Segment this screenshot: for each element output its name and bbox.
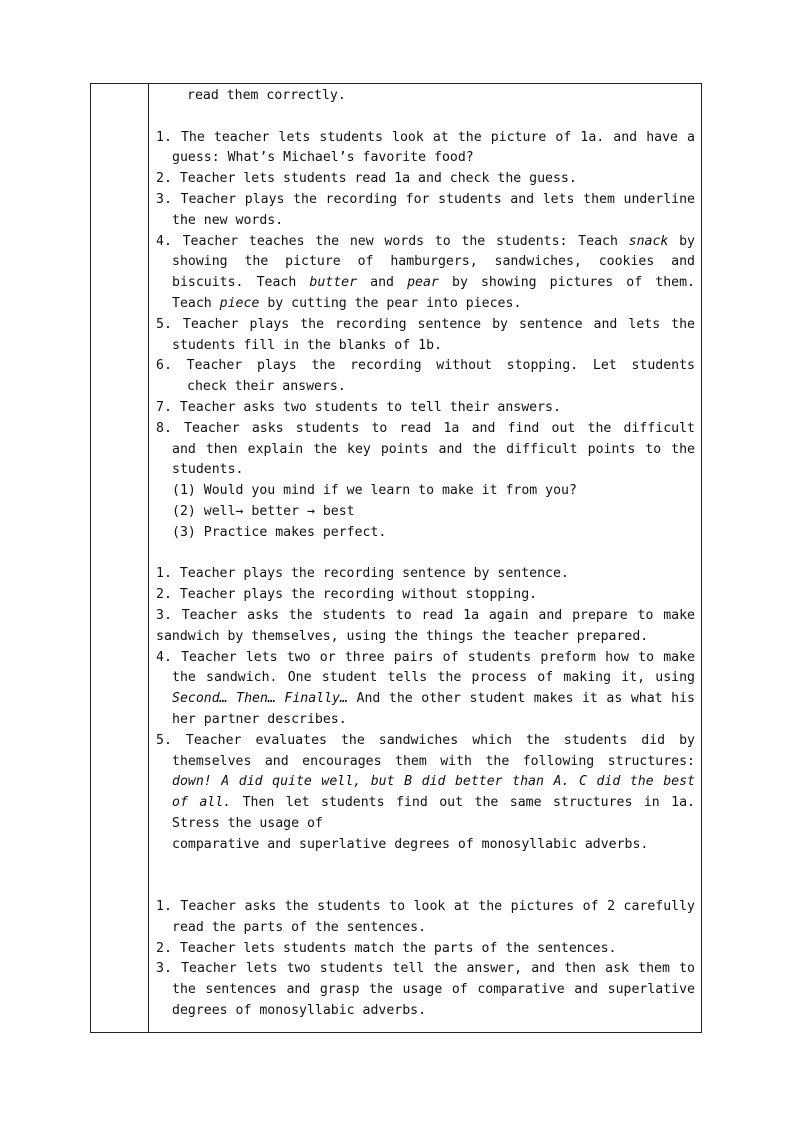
item4-text: biscuits. Teach xyxy=(172,275,297,291)
item4-text: by xyxy=(679,233,695,249)
step2-item4-line1: 4. Teacher lets two or three pairs of students preform how to make xyxy=(156,649,695,665)
key-point-1: (1) Would you mind if we learn to make it from you? xyxy=(172,483,577,499)
structure-example: of all. xyxy=(172,795,232,811)
continued-line: read them correctly. xyxy=(187,88,346,103)
word-snack: snack xyxy=(628,233,669,249)
step2-item5-line3 xyxy=(156,772,695,793)
procedure-cell xyxy=(156,86,695,1022)
sequence-words: Second… Then… Finally… xyxy=(172,691,348,707)
step2-item5-line6: comparative and superlative degrees of monosyllabic adverbs. xyxy=(172,836,649,852)
step2-item4-line4: her partner describes. xyxy=(172,711,347,727)
word-piece: piece xyxy=(219,295,260,311)
item4-text: And the other student makes it as what his xyxy=(356,691,695,707)
step1-item6-line1: 6. Teacher plays the recording without stopping. Let students xyxy=(156,358,695,374)
step3-item1-line2: read the parts of the sentences. xyxy=(172,919,427,935)
step1-item3-line1: 3. Teacher plays the recording for students and lets them underline xyxy=(156,191,695,207)
step2-item5-line5: Stress the usage of xyxy=(172,815,323,831)
step2-item5-line2 xyxy=(156,752,695,773)
column-divider xyxy=(148,84,149,1032)
step3-item2: 2. Teacher lets students match the parts of the sentences. xyxy=(156,940,617,956)
step1-item8-line3: students. xyxy=(172,462,244,478)
step2-item3-line2: sandwich by themselves, using the things the teacher prepared. xyxy=(156,628,649,644)
step1-item4-line4 xyxy=(156,294,695,315)
item4-text: the sandwich. One student tells the process of making it, using xyxy=(172,670,695,686)
lesson-table xyxy=(90,83,702,1033)
step2-item2: 2. Teacher plays the recording without stopping. xyxy=(156,587,538,603)
item4-text: 4. Teacher teaches the new words to the students: Teach xyxy=(156,233,618,249)
step1-item7: 7. Teacher asks two students to tell their answers. xyxy=(156,399,561,415)
step1-item8-line1: 8. Teacher asks students to read 1a and find out the difficult xyxy=(156,420,695,436)
step3-item3-line1: 3. Teacher lets two students tell the answer, and then ask them to xyxy=(156,961,695,977)
step1-item8-line2: and then explain the key points and the difficult points to the xyxy=(172,441,695,457)
structure-example: down! A did quite well, but B did better than A. C did the best xyxy=(172,774,695,790)
item4-text: by showing pictures of them. xyxy=(452,275,695,291)
step3-item3-line3: degrees of monosyllabic adverbs. xyxy=(172,1003,427,1019)
step2-item3-line1: 3. Teacher asks the students to read 1a again and prepare to make xyxy=(156,607,695,623)
item4-text: Teach xyxy=(172,295,212,311)
step3-item1-line1: 1. Teacher asks the students to look at the pictures of 2 carefully xyxy=(156,899,695,915)
item4-text: and xyxy=(370,275,394,291)
step2-item5-line1: 5. Teacher evaluates the sandwiches which the students did by xyxy=(156,732,695,748)
step1-item1-line1: 1. The teacher lets students look at the picture of 1a. and have a xyxy=(156,129,695,145)
step1-item3-line2: the new words. xyxy=(172,212,284,228)
step1-item1-line2: guess: What’s Michael’s favorite food? xyxy=(172,150,474,166)
item5-text: Then let students find out the same structures in 1a. xyxy=(242,795,695,811)
step2-item4-line2 xyxy=(156,668,695,689)
step2-item5-line4 xyxy=(156,793,695,814)
step2-item4-line3 xyxy=(156,689,695,710)
step2-item1: 1. Teacher plays the recording sentence by sentence. xyxy=(156,566,569,582)
word-pear: pear xyxy=(407,275,439,291)
step1-item5-line2: students fill in the blanks of 1b. xyxy=(172,337,442,353)
step1-item4-line2: showing the picture of hamburgers, sandwiches, cookies and xyxy=(172,254,695,270)
step1-item4-line1 xyxy=(156,232,695,253)
key-point-3: (3) Practice makes perfect. xyxy=(172,524,387,540)
step1-item2: 2. Teacher lets students read 1a and check the guess. xyxy=(156,171,577,187)
key-point-2: (2) well→ better → best xyxy=(172,503,355,519)
step1-item6-line2: check their answers. xyxy=(187,379,346,395)
item4-text: by cutting the pear into pieces. xyxy=(267,295,522,311)
item5-text: themselves and encourages them with the following structures: xyxy=(172,753,695,769)
step1-item5-line1: 5. Teacher plays the recording sentence by sentence and lets the xyxy=(156,316,695,332)
step1-item4-line3 xyxy=(156,273,695,294)
word-butter: butter xyxy=(309,275,358,291)
step3-item3-line2: the sentences and grasp the usage of comparative and superlative xyxy=(172,982,695,998)
